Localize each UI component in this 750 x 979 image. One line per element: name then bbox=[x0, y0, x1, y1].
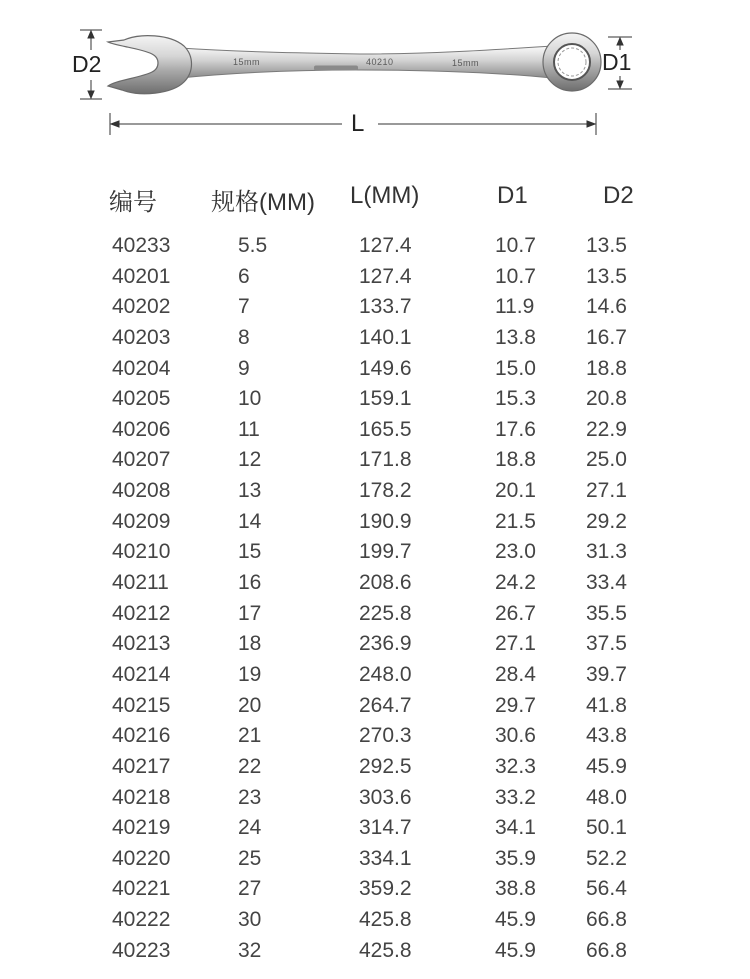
cell-d2: 13.5 bbox=[586, 234, 627, 257]
cell-d1: 23.0 bbox=[495, 540, 536, 564]
wrench-stamp-size-right: 15mm bbox=[452, 58, 480, 68]
cell-code: 40215 bbox=[112, 693, 171, 717]
table-row bbox=[0, 844, 750, 875]
cell-d1: 30.6 bbox=[495, 724, 536, 748]
cell-code: 40221 bbox=[112, 877, 171, 901]
cell-length: 165.5 bbox=[359, 417, 412, 441]
table-row bbox=[0, 292, 750, 323]
table-row bbox=[0, 905, 750, 936]
cell-length: 425.8 bbox=[359, 908, 412, 932]
cell-code: 40204 bbox=[112, 356, 171, 380]
cell-length: 149.6 bbox=[359, 356, 412, 380]
table-row bbox=[0, 660, 750, 691]
cell-size: 23 bbox=[238, 785, 262, 809]
cell-size: 6 bbox=[238, 264, 250, 288]
cell-d1: 32.3 bbox=[495, 754, 536, 778]
cell-d1: 10.7 bbox=[495, 234, 536, 257]
cell-code: 40203 bbox=[112, 325, 171, 349]
cell-d2: 41.8 bbox=[586, 693, 627, 717]
cell-d1: 11.9 bbox=[495, 295, 535, 319]
cell-size: 15 bbox=[238, 540, 262, 564]
cell-size: 20 bbox=[238, 693, 262, 717]
cell-size: 30 bbox=[238, 908, 262, 932]
cell-size: 18 bbox=[238, 632, 262, 656]
header-d1: D1 bbox=[497, 182, 528, 209]
cell-size: 16 bbox=[238, 571, 262, 595]
cell-d2: 33.4 bbox=[586, 571, 627, 595]
cell-d1: 13.8 bbox=[495, 325, 536, 349]
cell-size: 12 bbox=[238, 448, 262, 472]
cell-length: 334.1 bbox=[359, 846, 412, 870]
cell-d2: 27.1 bbox=[586, 479, 627, 503]
cell-d2: 20.8 bbox=[586, 387, 627, 411]
table-row bbox=[0, 599, 750, 630]
cell-d2: 45.9 bbox=[586, 754, 627, 778]
cell-size: 24 bbox=[238, 816, 262, 840]
cell-d2: 13.5 bbox=[586, 264, 627, 288]
cell-length: 199.7 bbox=[359, 540, 412, 564]
cell-code: 40206 bbox=[112, 417, 171, 441]
table-row bbox=[0, 813, 750, 844]
header-length: L(MM) bbox=[350, 182, 420, 209]
cell-code: 40220 bbox=[112, 846, 171, 870]
table-row bbox=[0, 445, 750, 476]
table-row bbox=[0, 507, 750, 538]
cell-d1: 28.4 bbox=[495, 662, 536, 686]
cell-d1: 29.7 bbox=[495, 693, 536, 717]
table-row bbox=[0, 721, 750, 752]
wrench-dimension-diagram bbox=[0, 0, 750, 150]
cell-size: 5.5 bbox=[238, 234, 268, 257]
cell-d1: 35.9 bbox=[495, 846, 536, 870]
cell-code: 40216 bbox=[112, 724, 171, 748]
cell-d1: 38.8 bbox=[495, 877, 536, 901]
combination-wrench-illustration bbox=[0, 0, 750, 150]
cell-d1: 33.2 bbox=[495, 785, 536, 809]
cell-code: 40219 bbox=[112, 816, 171, 840]
cell-code: 40213 bbox=[112, 632, 171, 656]
cell-d2: 50.1 bbox=[586, 816, 627, 840]
cell-d2: 29.2 bbox=[586, 509, 627, 533]
cell-d1: 10.7 bbox=[495, 264, 536, 288]
cell-size: 17 bbox=[238, 601, 262, 625]
cell-code: 40201 bbox=[112, 264, 171, 288]
table-row bbox=[0, 629, 750, 660]
header-d2: D2 bbox=[603, 182, 634, 209]
cell-size: 7 bbox=[238, 295, 250, 319]
cell-size: 25 bbox=[238, 846, 262, 870]
table-row bbox=[0, 752, 750, 783]
cell-code: 40202 bbox=[112, 295, 171, 319]
cell-length: 359.2 bbox=[359, 877, 412, 901]
cell-d1: 20.1 bbox=[495, 479, 536, 503]
cell-d1: 45.9 bbox=[495, 938, 536, 962]
cell-code: 40211 bbox=[112, 571, 169, 595]
cell-length: 190.9 bbox=[359, 509, 412, 533]
table-row bbox=[0, 384, 750, 415]
cell-size: 32 bbox=[238, 938, 262, 962]
cell-size: 8 bbox=[238, 325, 250, 349]
cell-d1: 45.9 bbox=[495, 908, 536, 932]
spec-table-body bbox=[0, 231, 750, 966]
cell-size: 21 bbox=[238, 724, 262, 748]
cell-d1: 15.0 bbox=[495, 356, 536, 380]
cell-size: 27 bbox=[238, 877, 262, 901]
cell-size: 14 bbox=[238, 509, 262, 533]
cell-code: 40207 bbox=[112, 448, 171, 472]
cell-d2: 31.3 bbox=[586, 540, 627, 564]
brand-logo-stamp bbox=[314, 58, 358, 64]
cell-d2: 66.8 bbox=[586, 938, 627, 962]
cell-d1: 18.8 bbox=[495, 448, 536, 472]
cell-length: 171.8 bbox=[359, 448, 412, 472]
cell-length: 178.2 bbox=[359, 479, 412, 503]
cell-length: 292.5 bbox=[359, 754, 412, 778]
cell-length: 303.6 bbox=[359, 785, 412, 809]
cell-code: 40212 bbox=[112, 601, 171, 625]
cell-code: 40214 bbox=[112, 662, 171, 686]
table-row bbox=[0, 537, 750, 568]
cell-length: 208.6 bbox=[359, 571, 412, 595]
table-row bbox=[0, 262, 750, 293]
table-row bbox=[0, 874, 750, 905]
header-code: 编号 bbox=[109, 189, 157, 216]
cell-d2: 39.7 bbox=[586, 662, 627, 686]
table-row bbox=[0, 691, 750, 722]
cell-size: 13 bbox=[238, 479, 262, 503]
cell-length: 127.4 bbox=[359, 264, 412, 288]
cell-length: 248.0 bbox=[359, 662, 412, 686]
cell-d2: 25.0 bbox=[586, 448, 627, 472]
cell-d1: 24.2 bbox=[495, 571, 536, 595]
table-row bbox=[0, 783, 750, 814]
wrench-stamp-model-number: 40210 bbox=[366, 57, 394, 67]
cell-d2: 18.8 bbox=[586, 356, 627, 380]
cell-size: 22 bbox=[238, 754, 262, 778]
cell-length: 264.7 bbox=[359, 693, 412, 717]
cell-size: 19 bbox=[238, 662, 262, 686]
cell-code: 40209 bbox=[112, 509, 171, 533]
cell-length: 425.8 bbox=[359, 938, 412, 962]
cell-code: 40217 bbox=[112, 754, 171, 778]
cell-code: 40205 bbox=[112, 387, 171, 411]
cell-length: 314.7 bbox=[359, 816, 412, 840]
cell-d2: 16.7 bbox=[586, 325, 627, 349]
cell-d2: 66.8 bbox=[586, 908, 627, 932]
cell-d1: 15.3 bbox=[495, 387, 536, 411]
table-row bbox=[0, 354, 750, 385]
cell-length: 140.1 bbox=[359, 325, 412, 349]
cell-d2: 22.9 bbox=[586, 417, 627, 441]
cell-length: 236.9 bbox=[359, 632, 412, 656]
cell-d1: 26.7 bbox=[495, 601, 536, 625]
table-row bbox=[0, 936, 750, 967]
cell-d2: 35.5 bbox=[586, 601, 627, 625]
cell-d2: 43.8 bbox=[586, 724, 627, 748]
cell-d2: 52.2 bbox=[586, 846, 627, 870]
cell-code: 40218 bbox=[112, 785, 171, 809]
header-size: 规格(MM) bbox=[211, 189, 315, 216]
wrench-stamp-size-left: 15mm bbox=[233, 57, 261, 67]
cell-code: 40208 bbox=[112, 479, 171, 503]
cell-length: 133.7 bbox=[359, 295, 412, 319]
cell-code: 40233 bbox=[112, 234, 171, 257]
table-row bbox=[0, 415, 750, 446]
cell-d2: 56.4 bbox=[586, 877, 627, 901]
cell-d1: 17.6 bbox=[495, 417, 536, 441]
cell-length: 127.4 bbox=[359, 234, 412, 257]
cell-code: 40223 bbox=[112, 938, 171, 962]
table-row bbox=[0, 231, 750, 262]
table-row bbox=[0, 476, 750, 507]
cell-length: 159.1 bbox=[359, 387, 412, 411]
cell-d2: 48.0 bbox=[586, 785, 627, 809]
table-row bbox=[0, 323, 750, 354]
cell-size: 9 bbox=[238, 356, 250, 380]
cell-code: 40210 bbox=[112, 540, 171, 564]
d1-label: D1 bbox=[602, 49, 632, 75]
cell-d2: 37.5 bbox=[586, 632, 627, 656]
cell-d2: 14.6 bbox=[586, 295, 627, 319]
cell-code: 40222 bbox=[112, 908, 171, 932]
table-row bbox=[0, 568, 750, 599]
cell-d1: 34.1 bbox=[495, 816, 536, 840]
length-label: L bbox=[351, 110, 365, 137]
cell-size: 10 bbox=[238, 387, 262, 411]
cell-length: 270.3 bbox=[359, 724, 412, 748]
d2-label: D2 bbox=[72, 51, 102, 77]
cell-d1: 21.5 bbox=[495, 509, 536, 533]
cell-length: 225.8 bbox=[359, 601, 412, 625]
cell-d1: 27.1 bbox=[495, 632, 536, 656]
cell-size: 11 bbox=[238, 417, 260, 441]
